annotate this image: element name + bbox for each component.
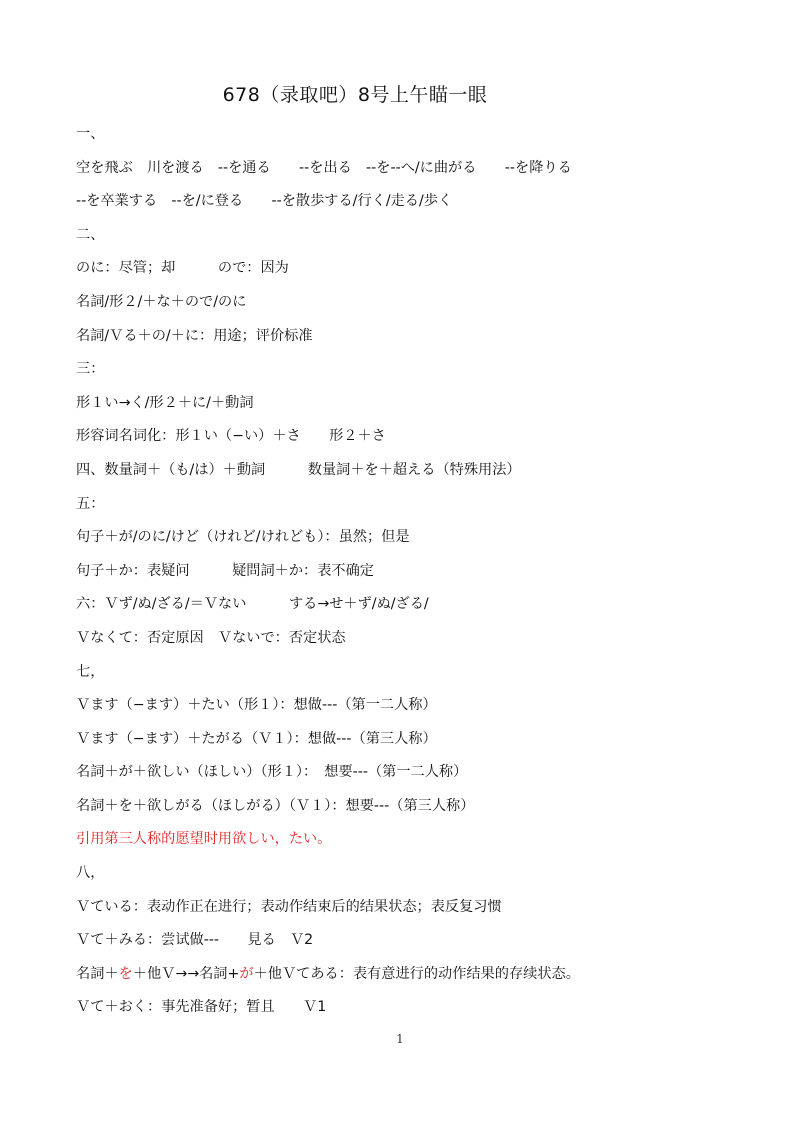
tearu-part-5: ＋他Ｖてある：表有意进行的动作结果的存续状态。 <box>253 965 580 982</box>
vocab-line-2: --を卒業する --を/に登る --を散歩する/行く/走る/歩く <box>76 193 453 210</box>
section-heading-5: 五： <box>76 495 105 512</box>
section-heading-1: 一、 <box>76 126 105 142</box>
page-title: 678（录取吧）8号上午瞄一眼 <box>222 84 488 106</box>
tearu-part-3: ＋他Ｖ→→名詞+ <box>132 965 240 982</box>
grammar-line-teoku: Ｖて＋おく：事先准备好；暂且 Ｖ1 <box>76 999 327 1016</box>
notes-body <box>76 118 766 1025</box>
highlighted-particle-wo: を <box>118 965 133 982</box>
page-number: 1 <box>396 1032 404 1046</box>
section-heading-4-quantity: 四、数量詞＋（も/は）＋動詞 数量詞＋を＋超える（特殊用法） <box>76 461 521 478</box>
section-heading-3: 三： <box>76 361 105 378</box>
grammar-line-node-noni-form: 名詞/形２/＋な＋ので/のに <box>76 293 247 310</box>
section-heading-2: 二、 <box>76 226 105 243</box>
grammar-line-question-ka: 句子＋か：表疑问 疑問詞＋か：表不确定 <box>76 562 374 579</box>
tearu-part-1: 名詞＋ <box>76 965 119 982</box>
grammar-line-hoshigaru: 名詞＋を＋欲しがる（ほしがる）（Ｖ１）：想要---（第三人称） <box>76 797 475 814</box>
grammar-line-tagaru: Ｖます（−ます）＋たがる（Ｖ１）：想做---（第三人称） <box>76 730 437 747</box>
grammar-line-tearu <box>76 958 766 992</box>
highlighted-particle-ga: が <box>239 965 254 982</box>
highlighted-note: 引用第三人称的愿望时用欲しい，たい。 <box>76 831 332 848</box>
grammar-line-nominalization: 形容词名词化：形１い（−い）＋さ 形２＋さ <box>76 428 386 445</box>
section-heading-8: 八， <box>76 865 105 882</box>
grammar-line-nakute-naide: Ｖなくて：否定原因 Ｖないで：否定状态 <box>76 629 346 646</box>
section-heading-7: 七， <box>76 663 105 680</box>
grammar-line-purpose: 名詞/Ｖる＋の/＋に：用途；评价标准 <box>76 327 313 344</box>
vocab-line-1: 空を飛ぶ 川を渡る --を通る --を出る --を--へ/に曲がる --を降りる <box>76 159 572 176</box>
grammar-line-concessive: 句子＋が/のに/けど（けれど/けれども）：虽然；但是 <box>76 529 410 546</box>
grammar-line-temiru: Ｖて＋みる：尝试做--- 見る Ｖ2 <box>76 932 314 949</box>
grammar-line-hoshii: 名詞＋が＋欲しい（ほしい）（形１）： 想要---（第一二人称） <box>76 764 468 781</box>
grammar-line-tai: Ｖます（−ます）＋たい（形１）：想做---（第一二人称） <box>76 697 437 714</box>
grammar-line-teiru: Ｖている：表动作正在进行；表动作结束后的结果状态；表反复习惯 <box>76 898 502 915</box>
section-heading-6-negation: 六：Ｖず/ぬ/ざる/＝Ｖない する→せ＋ず/ぬ/ざる/ <box>76 596 429 613</box>
grammar-line-noni-node: のに：尽管；却 ので：因为 <box>76 260 289 277</box>
grammar-line-adverb-form: 形１い→く/形２＋に/＋動詞 <box>76 394 254 411</box>
